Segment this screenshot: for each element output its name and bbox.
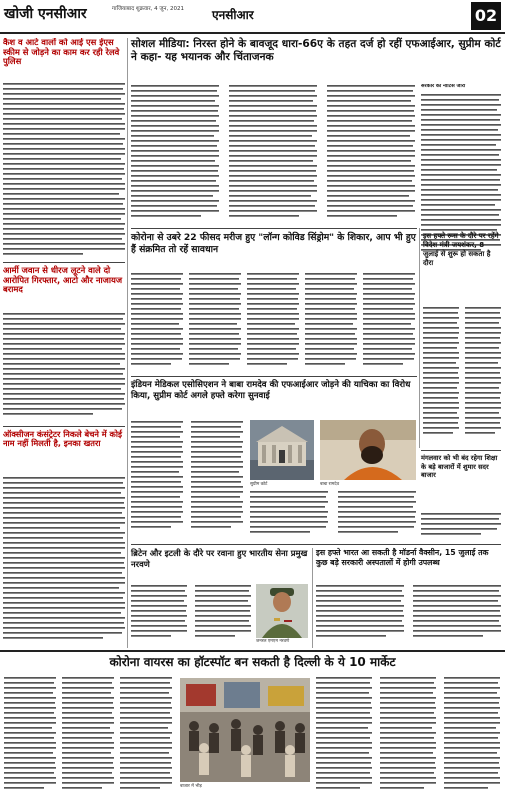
ima-headline: इंडियन मेडिकल एसोसिएशन ने बाबा रामदेव की एफआईआर जोड़ने की याचिका का विरोध किया, सुप्रीम कोर्ट अगले हफ्ते करेगा सुनवाई (131, 380, 411, 401)
text-lines (421, 512, 501, 540)
crowd-icon (180, 678, 310, 782)
britain-body (131, 584, 251, 646)
divider (3, 426, 125, 427)
army-caption: जनरल एमएम नरवणे (256, 639, 290, 644)
courtroom-caption: सुप्रीम कोर्ट (250, 482, 268, 487)
divider (131, 376, 417, 377)
page-number: 02 (471, 2, 501, 30)
lead-body (131, 84, 417, 224)
text-columns (131, 420, 245, 540)
banner-headline: कोरोना वायरस का हॉटस्पॉट बन सकती है दिल्ली के ये 10 मार्केट (109, 655, 396, 669)
divider (0, 650, 505, 652)
text-columns (316, 676, 501, 796)
text-columns (423, 306, 501, 446)
covid-headline: कोरोना से उबरे 22 फीसद मरीज हुए "लॉन्ग कोविड सिंड्रोम" के शिकार, आप भी हुए हैं संक्रमित तो रहें सावधान (131, 232, 416, 255)
text-columns (131, 84, 417, 224)
person-icon (320, 420, 416, 480)
right-mid-body (423, 306, 501, 446)
divider (3, 262, 125, 263)
banner-body-left (4, 676, 174, 796)
column-rule (419, 228, 420, 448)
lead-kicker: सरकार को नोटिस जारी (421, 84, 466, 89)
mangal-body (421, 512, 501, 540)
story3-body (3, 476, 125, 646)
market-photo (180, 678, 310, 782)
text-columns (131, 272, 417, 372)
newspaper-name: खोजी एनसीआर (4, 6, 87, 22)
text-lines (3, 82, 125, 258)
divider (131, 228, 417, 229)
mangal-headline: मंगलवार को भी बंद रहेगा शिक्षा के बड़े बाजारों में शुमार सदर बाजार (421, 454, 498, 480)
text-lines (3, 312, 125, 422)
left-column (3, 38, 125, 648)
right-mid-headline: इस हफ्ते रूस के दौरे पर रहेंगे विदेश मंत्री जयशंकर, 8 जुलाई से शुरू हो सकता है दौरा (423, 232, 499, 267)
masthead (0, 0, 505, 34)
story1-headline: कैश व आटे वालों को आई एस ईएस स्कीम से जोड़ने का काम कर रही रेलवे पुलिस (3, 38, 120, 67)
person-icon (256, 584, 308, 638)
text-columns (131, 584, 251, 646)
text-columns (316, 584, 501, 646)
courtroom-photo (250, 420, 314, 480)
column-rule (127, 38, 128, 648)
date-line: गाजियाबाद शुक्रवार, 4 जून, 2021 (112, 6, 184, 12)
ramdev-caption: बाबा रामदेव (320, 482, 340, 487)
column-rule (312, 548, 313, 648)
story1-body (3, 82, 125, 258)
text-columns (250, 490, 416, 540)
lead-headline: सोशल मीडिया: निरस्त होने के बावजूद धारा-66ए के तहत दर्ज हो रहीं एफआईआर, सुप्रीम कोर्ट ने कहा- यह भयानक और चिंताजनक (131, 38, 501, 63)
britain-headline: ब्रिटेन और इटली के दौरे पर रवाना हुए भारतीय सेना प्रमुख नरवणे (131, 548, 308, 569)
divider (131, 544, 501, 545)
covid-body (131, 272, 417, 372)
story3-headline: ऑक्सीजन कंसंट्रेटर निकले बेचने में कोई नाम नहीं मिलती है, इनका खतरा (3, 429, 122, 449)
vaccine-body (316, 584, 501, 646)
ima-body-2 (250, 490, 416, 540)
text-columns (4, 676, 174, 796)
ramdev-photo (320, 420, 416, 480)
banner-body-right (316, 676, 501, 796)
story2-headline: आर्मी जवान से धीरज लूटने वाले दो आरोपित गिरफ्तार, आटो और नाजायज बरामद (3, 265, 123, 295)
divider (421, 450, 501, 451)
text-lines (3, 476, 125, 646)
story2-body (3, 312, 125, 422)
ima-body (131, 420, 245, 540)
army-chief-photo (256, 584, 308, 638)
building-icon (250, 420, 314, 480)
section-title: एनसीआर (212, 8, 254, 22)
market-caption: बाजार में भीड़ (180, 784, 202, 789)
vaccine-headline: इस हफ्ते भारत आ सकती है मॉडर्ना वैक्सीन, 15 जुलाई तक कुछ बड़े सरकारी अस्पतालों में होगी उपलब्ध (316, 548, 489, 567)
